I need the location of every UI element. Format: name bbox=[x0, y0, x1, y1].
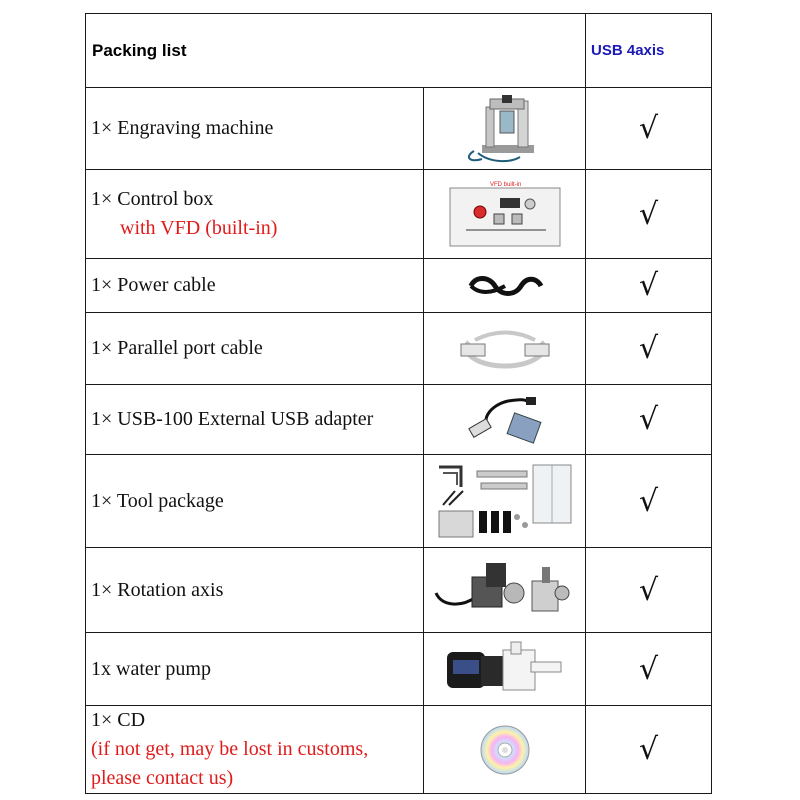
check-mark: √ bbox=[586, 259, 712, 313]
check-mark: √ bbox=[586, 385, 712, 455]
item-name: 1× Power cable bbox=[86, 259, 424, 313]
tool-package-icon bbox=[433, 461, 577, 541]
table-row bbox=[86, 313, 712, 385]
cd-icon bbox=[479, 724, 531, 776]
check-mark: √ bbox=[586, 88, 712, 170]
item-name: 1× Tool package bbox=[86, 455, 424, 548]
item-name: 1× Engraving machine bbox=[86, 88, 424, 170]
item-name: 1× Parallel port cable bbox=[86, 313, 424, 385]
table-row bbox=[86, 385, 712, 455]
packing-list-table bbox=[85, 13, 712, 794]
table-row bbox=[86, 455, 712, 548]
item-note-line: (if not get, may be lost in customs, bbox=[91, 738, 369, 760]
vfd-caption: VFD built-in bbox=[489, 182, 521, 188]
water-pump-icon bbox=[441, 640, 569, 698]
rotation-axis-icon bbox=[432, 557, 578, 623]
table-row bbox=[86, 633, 712, 706]
check-mark: √ bbox=[586, 548, 712, 633]
item-name: 1× CD bbox=[91, 709, 146, 731]
control-box-icon bbox=[446, 178, 564, 250]
item-note-line: please contact us) bbox=[91, 767, 234, 789]
item-name: 1× USB-100 External USB adapter bbox=[86, 385, 424, 455]
item-name: 1× Control box bbox=[91, 188, 214, 210]
check-mark: √ bbox=[586, 706, 712, 794]
item-name: 1x water pump bbox=[86, 633, 424, 706]
check-mark: √ bbox=[586, 313, 712, 385]
parallel-port-cable-icon bbox=[455, 326, 555, 372]
check-mark: √ bbox=[586, 455, 712, 548]
check-mark: √ bbox=[586, 170, 712, 259]
table-row bbox=[86, 548, 712, 633]
power-cable-icon bbox=[465, 272, 545, 300]
engraving-machine-icon bbox=[460, 93, 550, 165]
item-name: 1× Rotation axis bbox=[86, 548, 424, 633]
table-row bbox=[86, 706, 712, 794]
header-row bbox=[86, 14, 712, 88]
table-row bbox=[86, 88, 712, 170]
table-row bbox=[86, 259, 712, 313]
item-note: with VFD (built-in) bbox=[120, 217, 278, 239]
packing-list-title: Packing list bbox=[86, 14, 586, 88]
usb-4axis-label: USB 4axis bbox=[586, 14, 712, 88]
check-mark: √ bbox=[586, 633, 712, 706]
table-row bbox=[86, 170, 712, 259]
usb-adapter-icon bbox=[460, 391, 550, 449]
